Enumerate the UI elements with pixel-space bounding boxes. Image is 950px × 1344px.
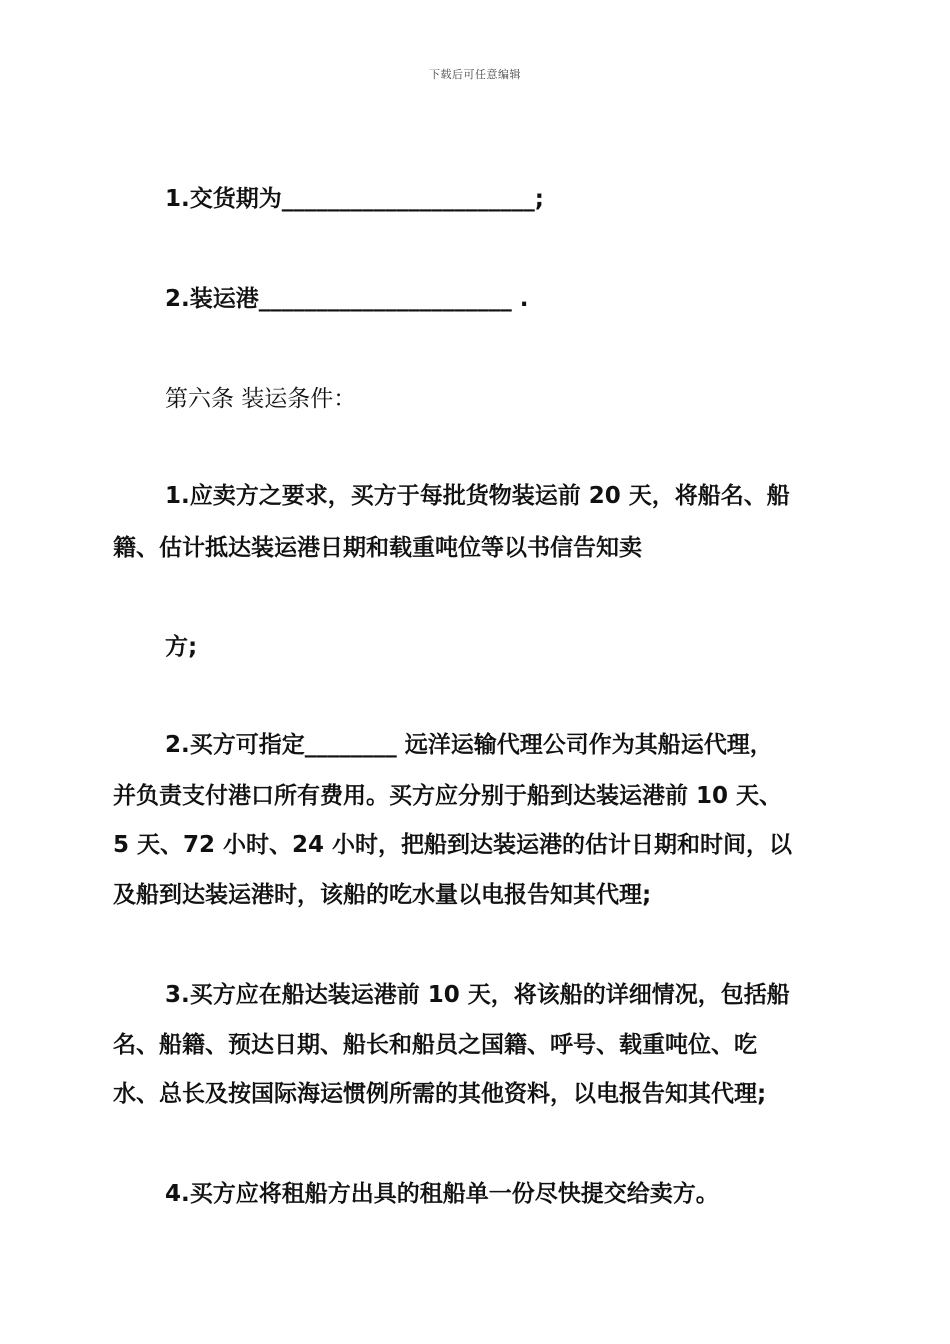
clause-2-line-1: 2.买方可指定________ 远洋运输代理公司作为其船运代理， [165, 732, 773, 758]
clause-2-line-3: 5 天、72 小时、24 小时，把船到达装运港的估计日期和时间，以 [113, 832, 793, 858]
page-header: 下载后可任意编辑 [429, 68, 521, 81]
clause-1-line-2: 籍、估计抵达装运港日期和载重吨位等以书信告知卖 [113, 535, 642, 561]
loading-port-clause: 2.装运港______________________ . [165, 286, 529, 312]
article-six-heading: 第六条 装运条件： [165, 386, 357, 412]
clause-1-line-3: 方; [165, 634, 198, 660]
clause-3-line-3: 水、总长及按国际海运惯例所需的其他资料，以电报告知其代理; [113, 1081, 767, 1107]
clause-3-line-1: 3.买方应在船达装运港前 10 天，将该船的详细情况，包括船 [165, 982, 790, 1008]
clause-1-line-1: 1.应卖方之要求，买方于每批货物装运前 20 天，将船名、船 [165, 483, 790, 509]
delivery-period-clause: 1.交货期为______________________; [165, 186, 544, 212]
clause-2-line-2: 并负责支付港口所有费用。买方应分别于船到达装运港前 10 天、 [113, 783, 783, 809]
clause-2-line-4: 及船到达装运港时，该船的吃水量以电报告知其代理; [113, 882, 652, 908]
clause-4-line-1: 4.买方应将租船方出具的租船单一份尽快提交给卖方。 [165, 1181, 719, 1207]
clause-3-line-2: 名、船籍、预达日期、船长和船员之国籍、呼号、载重吨位、吃 [113, 1032, 757, 1058]
